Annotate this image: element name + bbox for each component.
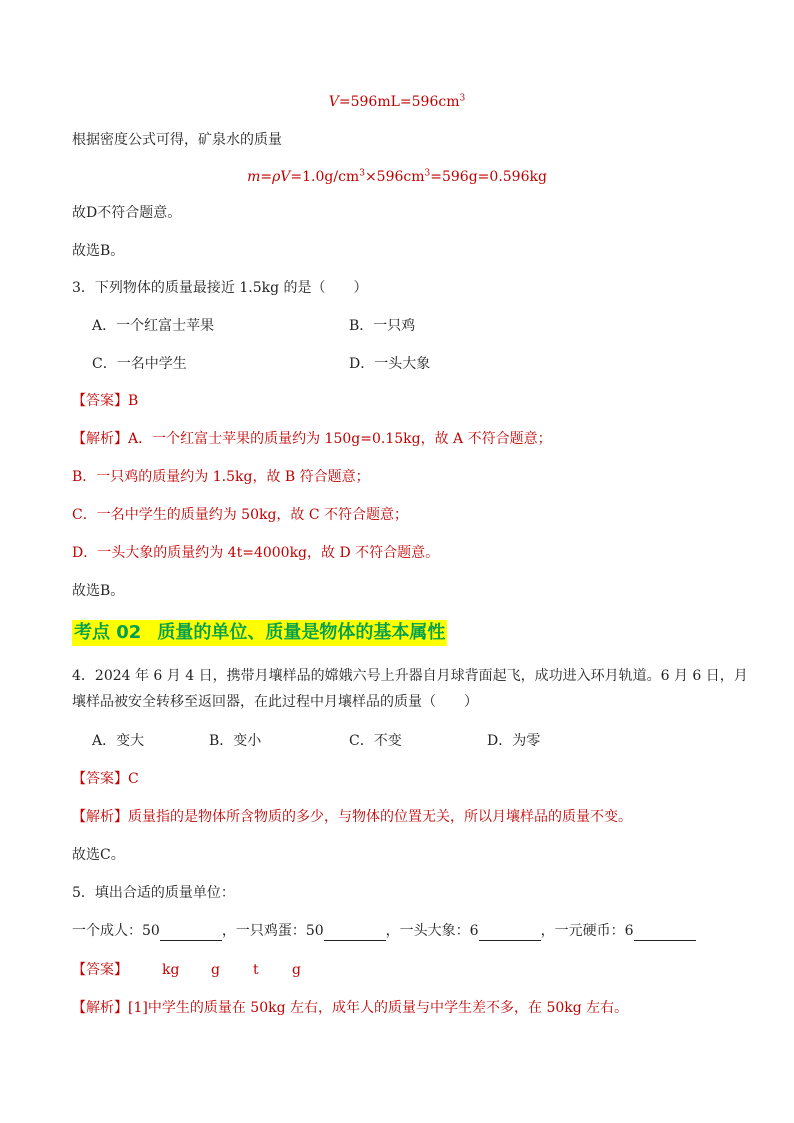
volume-value: =596mL=596cm	[338, 94, 460, 110]
exp-1: 3	[359, 168, 365, 179]
q4-stem-line1: 4．2024 年 6 月 4 日，携带月壤样品的嫦娥六号上升器自月球背面起飞，成功进入环月轨道。6 月 6 日，月	[72, 668, 748, 684]
eq-sign: =	[260, 169, 273, 185]
equation-mass	[0, 167, 794, 187]
q4-conclusion: 故选C。	[72, 847, 125, 863]
q5-item-egg: 一只鸡蛋：50	[235, 923, 324, 939]
q5-answer-3: t	[253, 962, 259, 978]
analysis-text: A．一个红富士苹果的质量约为 150g=0.15kg，故 A 不符合题意；	[128, 431, 552, 447]
answer-value: C	[128, 771, 139, 787]
equation-volume	[0, 92, 794, 112]
q3-conclusion: 故选B。	[72, 583, 125, 599]
answer-tag: 【答案】	[72, 771, 128, 787]
kaodian-title: 质量的单位、质量是物体的基本属性	[157, 622, 446, 643]
q3-stem: 3．下列物体的质量最接近 1.5kg 的是（ ）	[72, 280, 368, 296]
q4-stem-line2: 壤样品被安全转移至返回器，在此过程中月壤样品的质量（ ）	[72, 694, 478, 710]
q5-item-coin: 一元硬币：6	[554, 923, 634, 939]
q5-item-adult: 一个成人：50	[72, 923, 160, 939]
density-formula-text: 根据密度公式可得，矿泉水的质量	[72, 132, 282, 148]
q4-answer	[72, 769, 139, 789]
q5-blank-1[interactable]	[160, 926, 222, 941]
eq-part-c: =596g=0.596kg	[430, 169, 547, 185]
q3-analysis-2: B．一只鸡的质量约为 1.5kg，故 B 符合题意；	[72, 469, 370, 485]
q5-answer-2: g	[211, 962, 220, 978]
eq-part-b: ×596cm	[364, 169, 425, 185]
q5-answer-4: g	[292, 962, 301, 978]
analysis-tag: 【解析】	[72, 431, 128, 447]
q5-blank-3[interactable]	[479, 926, 541, 941]
q5-analysis	[72, 998, 628, 1018]
q5-item-elephant: 一头大象：6	[399, 923, 479, 939]
q4-option-d: D．为零	[487, 733, 541, 749]
q3-option-b: B．一只鸡	[349, 318, 416, 334]
q5-blank-2[interactable]	[324, 926, 386, 941]
analysis-tag: 【解析】	[72, 1000, 128, 1016]
analysis-text: 质量指的是物体所含物质的多少，与物体的位置无关，所以月壤样品的质量不变。	[128, 809, 632, 825]
q4-option-c: C．不变	[349, 733, 402, 749]
q5-blank-4[interactable]	[634, 926, 696, 941]
analysis-tag: 【解析】	[72, 809, 128, 825]
q5-answer-1: kg	[162, 962, 180, 978]
volume-symbol: V	[328, 94, 339, 110]
q3-option-a: A．一个红富士苹果	[92, 318, 215, 334]
rho-v-symbol: ρV	[272, 169, 291, 185]
q4-option-a: A．变大	[92, 733, 145, 749]
q3-option-d: D．一头大象	[349, 356, 431, 372]
exp-2: 3	[424, 168, 431, 179]
d-not-text: 故D不符合题意。	[72, 205, 182, 221]
kaodian-heading	[72, 620, 447, 646]
volume-exponent: 3	[459, 93, 466, 104]
mass-symbol: m	[247, 169, 261, 185]
answer-value: B	[128, 393, 139, 409]
q5-stem: 5．填出合适的质量单位：	[72, 885, 235, 901]
q5-answer-tag: 【答案】	[72, 962, 128, 978]
q4-analysis	[72, 807, 632, 827]
choose-b-text: 故选B。	[72, 243, 125, 259]
eq-part-a: =1.0g/cm	[290, 169, 360, 185]
kaodian-label: 考点 02	[74, 622, 142, 643]
q3-analysis-4: D．一头大象的质量约为 4t=4000kg，故 D 不符合题意。	[72, 545, 440, 561]
q4-option-b: B．变小	[209, 733, 262, 749]
analysis-text: [1]中学生的质量在 50kg 左右，成年人的质量与中学生差不多，在 50kg 左右。	[128, 1000, 629, 1016]
q3-analysis-1	[72, 429, 552, 449]
q3-option-c: C．一名中学生	[92, 356, 187, 372]
answer-tag: 【答案】	[72, 393, 128, 409]
q5-sep-2: ，	[385, 923, 400, 939]
q5-fill-line	[72, 921, 696, 941]
q3-answer	[72, 391, 138, 411]
q3-analysis-3: C．一名中学生的质量约为 50kg，故 C 不符合题意；	[72, 507, 409, 523]
q5-sep-1: ，	[221, 923, 236, 939]
q5-sep-3: ，	[540, 923, 555, 939]
